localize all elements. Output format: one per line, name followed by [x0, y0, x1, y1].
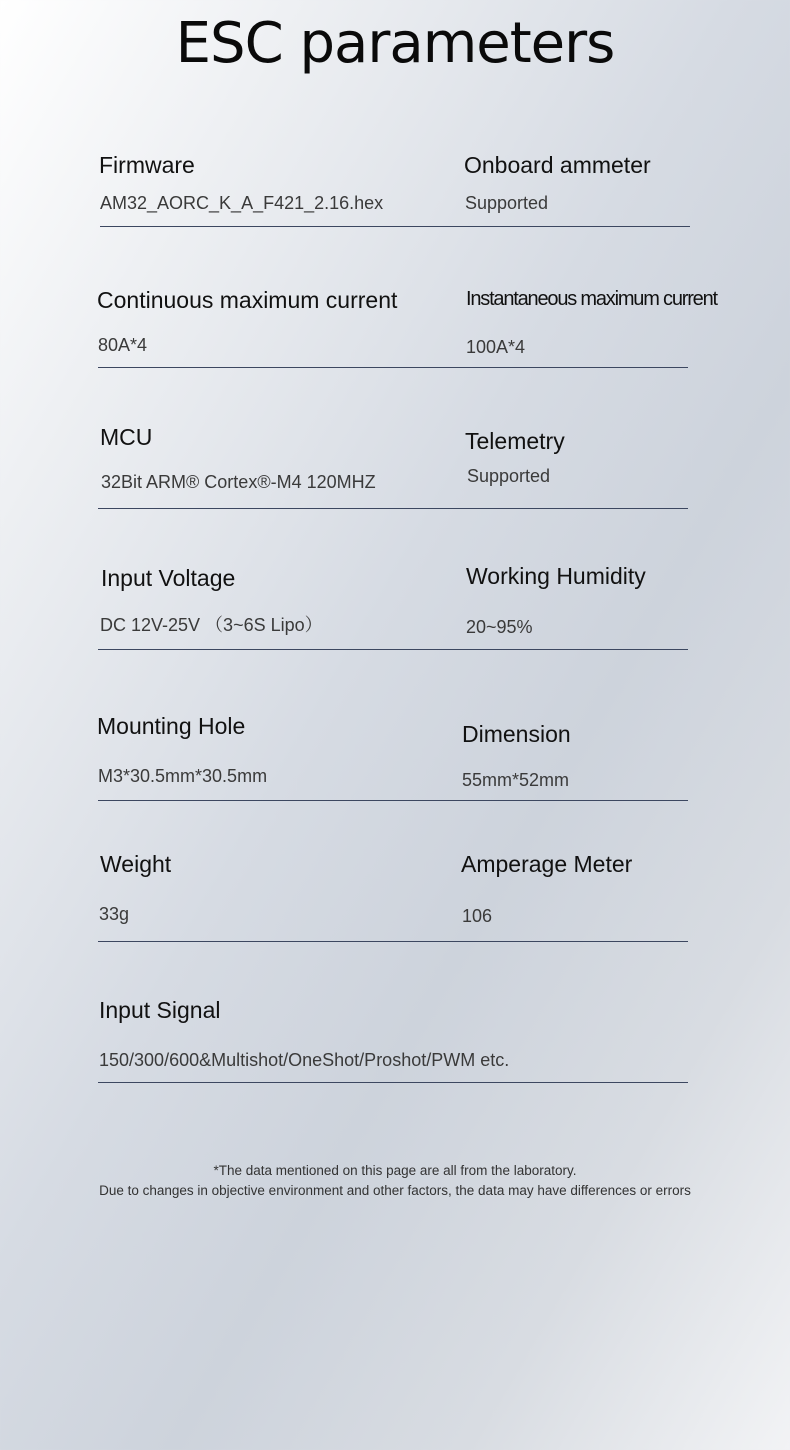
- input-voltage-value: DC 12V-25V （3~6S Lipo）: [100, 615, 323, 635]
- amperage-meter-value: 106: [462, 906, 493, 926]
- working-humidity-value: 20~95%: [466, 617, 533, 637]
- input-voltage-label: Input Voltage: [101, 565, 236, 591]
- mounting-hole-label: Mounting Hole: [97, 713, 246, 739]
- divider: [98, 508, 688, 509]
- input-signal-label: Input Signal: [99, 997, 221, 1023]
- instantaneous-current-value: 100A*4: [466, 337, 526, 357]
- divider: [98, 649, 688, 650]
- disclaimer-line-2: Due to changes in objective environment and other factors, the data may have differences or errors: [99, 1183, 691, 1198]
- telemetry-label: Telemetry: [465, 428, 565, 454]
- divider: [98, 367, 688, 368]
- instantaneous-current-label: Instantaneous maximum current: [466, 288, 717, 310]
- divider: [98, 800, 688, 801]
- continuous-current-label: Continuous maximum current: [97, 287, 398, 313]
- mcu-label: MCU: [100, 424, 153, 450]
- onboard-ammeter-value: Supported: [465, 193, 549, 213]
- page-title: ESC parameters: [175, 11, 615, 76]
- dimension-value: 55mm*52mm: [462, 770, 570, 790]
- working-humidity-label: Working Humidity: [466, 563, 646, 589]
- telemetry-value: Supported: [467, 466, 551, 486]
- mounting-hole-value: M3*30.5mm*30.5mm: [98, 766, 268, 786]
- disclaimer-line-1: *The data mentioned on this page are all from the laboratory.: [213, 1163, 577, 1178]
- dimension-label: Dimension: [462, 721, 571, 747]
- weight-label: Weight: [100, 851, 172, 877]
- firmware-value: AM32_AORC_K_A_F421_2.16.hex: [100, 193, 384, 213]
- divider: [100, 226, 690, 227]
- mcu-value: 32Bit ARM® Cortex®-M4 120MHZ: [101, 472, 376, 492]
- onboard-ammeter-label: Onboard ammeter: [464, 152, 651, 178]
- amperage-meter-label: Amperage Meter: [461, 851, 633, 877]
- firmware-label: Firmware: [99, 152, 195, 178]
- input-signal-value: 150/300/600&Multishot/OneShot/Proshot/PWM etc.: [99, 1050, 510, 1070]
- weight-value: 33g: [99, 904, 130, 924]
- divider: [98, 941, 688, 942]
- divider: [98, 1082, 688, 1083]
- continuous-current-value: 80A*4: [98, 335, 148, 355]
